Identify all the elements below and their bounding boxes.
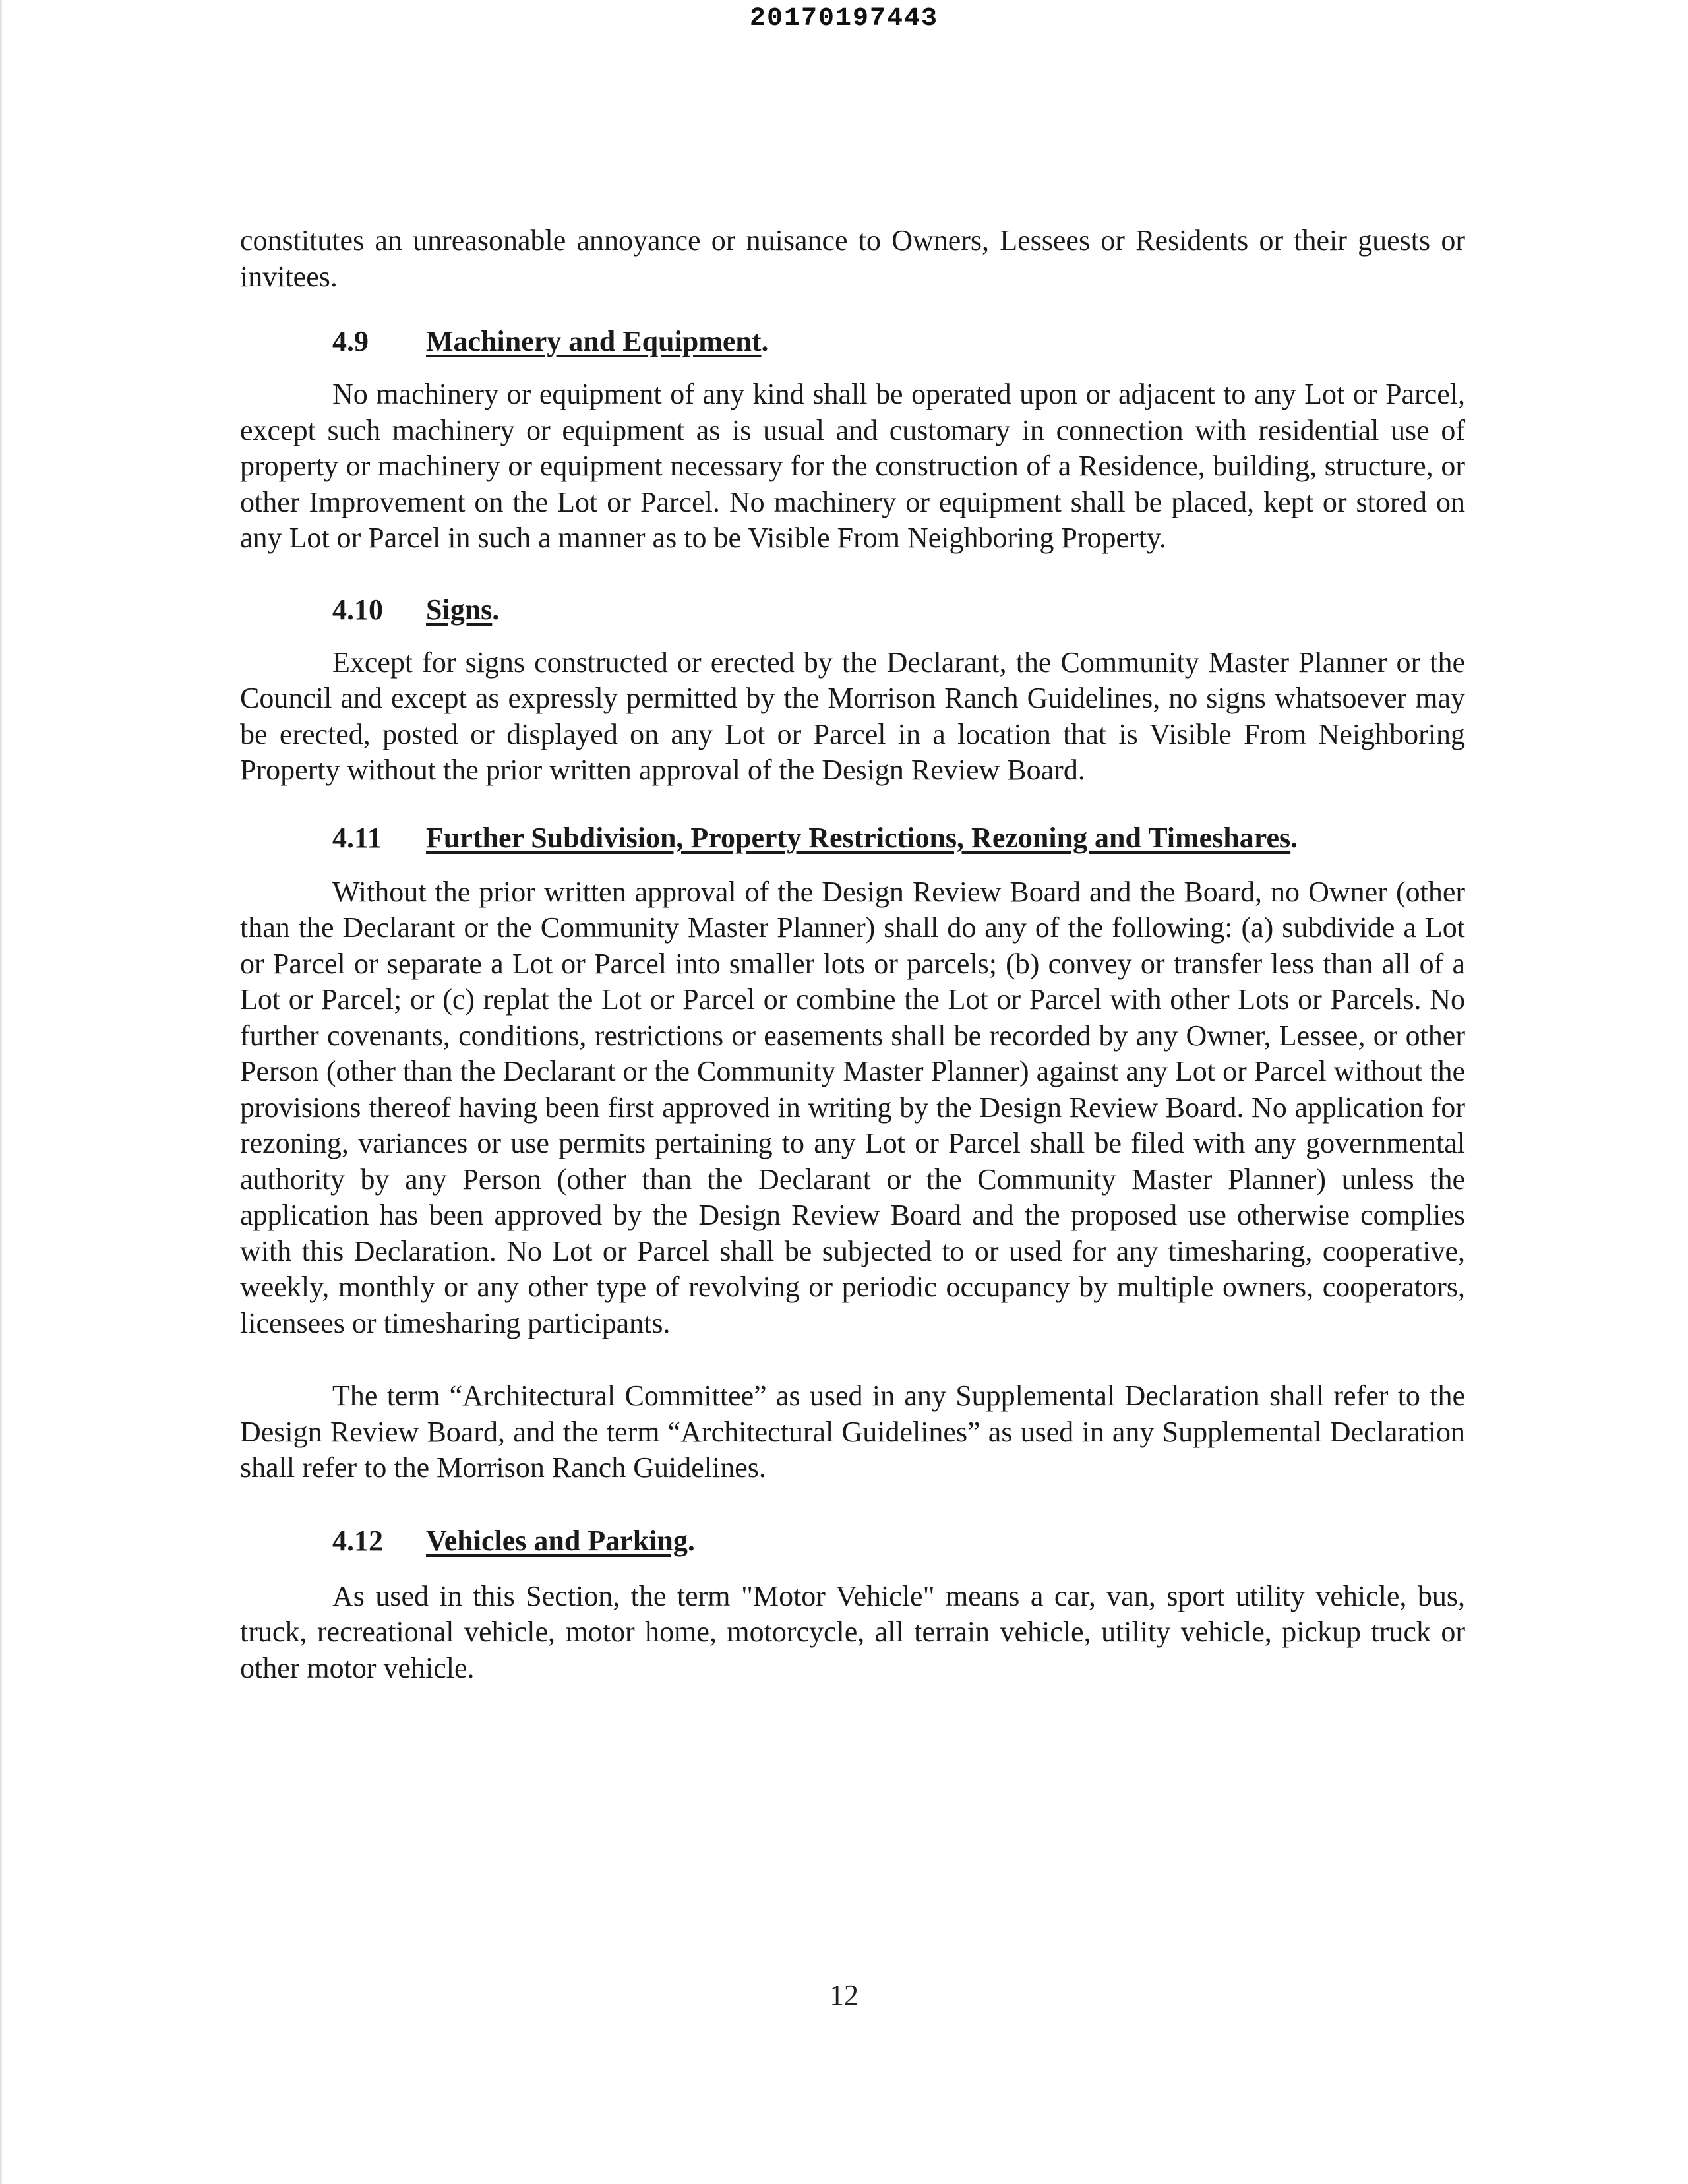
section-heading-4-12: 4.12 Vehicles and Parking.: [240, 1523, 1465, 1559]
section-number: 4.11: [332, 821, 382, 854]
page-body: [240, 223, 1465, 1686]
section-paragraph: No machinery or equipment of any kind shall be operated upon or adjacent to any Lot or Parcel, except such machinery or equipment as is usual and customary in connection with residential use of property or machinery or equipment necessary for the construction of a Residence, building, structure, or other Improvement on the Lot or Parcel. No machinery or equipment shall be placed, kept or stored on any Lot or Parcel in such a manner as to be Visible From Neighboring Property.: [240, 378, 1465, 554]
section-number: 4.10: [332, 593, 383, 626]
section-title: Machinery and Equipment: [426, 325, 762, 357]
intro-paragraph: constitutes an unreasonable annoyance or nuisance to Owners, Lessees or Residents or their guests or invitees.: [240, 224, 1465, 293]
section-paragraph: Except for signs constructed or erected by the Declarant, the Community Master Planner or the Council and except as expressly permitted by the Morrison Ranch Guidelines, no signs whatsoever may be erected, posted or displayed on any Lot or Parcel in a location that is Visible From Neighboring Property without the prior written approval of the Design Review Board.: [240, 646, 1465, 786]
document-number: 20170197443: [749, 4, 939, 34]
section-number: 4.9: [332, 325, 369, 357]
section-paragraph: The term “Architectural Committee” as used in any Supplemental Declaration shall refer to the Design Review Board, and the term “Architectural Guidelines” as used in any Supplemental Declaration shall refer to the Morrison Ranch Guidelines.: [240, 1380, 1465, 1484]
section-heading-4-10: 4.10 Signs.: [240, 592, 1465, 628]
section-title: Signs: [426, 593, 493, 626]
section-paragraph: Without the prior written approval of the Design Review Board and the Board, no Owner (other than the Declarant or the Community Master Planner) shall do any of the following: (a) subdivide a Lot or Parcel or separate a Lot or Parcel into smaller lots or parcels; (b) convey or transfer less than all of a Lot or Parcel; or (c) replat the Lot or Parcel or combine the Lot or Parcel with other Lots or Parcels. No further covenants, conditions, restrictions or easements shall be recorded by any Owner, Lessee, or other Person (other than the Declarant or the Community Master Planner) against any Lot or Parcel without the provisions thereof having been first approved in writing by the Design Review Board. No application for rezoning, variances or use permits pertaining to any Lot or Parcel shall be filed with any governmental authority by any Person (other than the Declarant or the Community Master Planner) unless the application has been approved by the Design Review Board and the proposed use otherwise complies with this Declaration. No Lot or Parcel shall be subjected to or used for any timesharing, cooperative, weekly, monthly or any other type of revolving or periodic occupancy by multiple owners, cooperators, licensees or timesharing participants.: [240, 875, 1465, 1339]
section-number: 4.12: [332, 1524, 383, 1557]
section-title: Vehicles and Parking: [426, 1524, 688, 1557]
scan-edge: [0, 0, 3, 2184]
section-title: Further Subdivision, Property Restrictions, Rezoning and Timeshares: [426, 821, 1291, 854]
section-heading-4-9: 4.9 Machinery and Equipment.: [240, 324, 1465, 359]
section-paragraph: As used in this Section, the term "Motor Vehicle" means a car, van, sport utility vehicle, bus, truck, recreational vehicle, motor home, motorcycle, all terrain vehicle, utility vehicle, pickup truck or other motor vehicle.: [240, 1579, 1465, 1684]
page-number: 12: [829, 1979, 859, 2011]
section-heading-4-11: 4.11 Further Subdivision, Property Restrictions, Rezoning and Timeshares.: [240, 820, 1465, 856]
